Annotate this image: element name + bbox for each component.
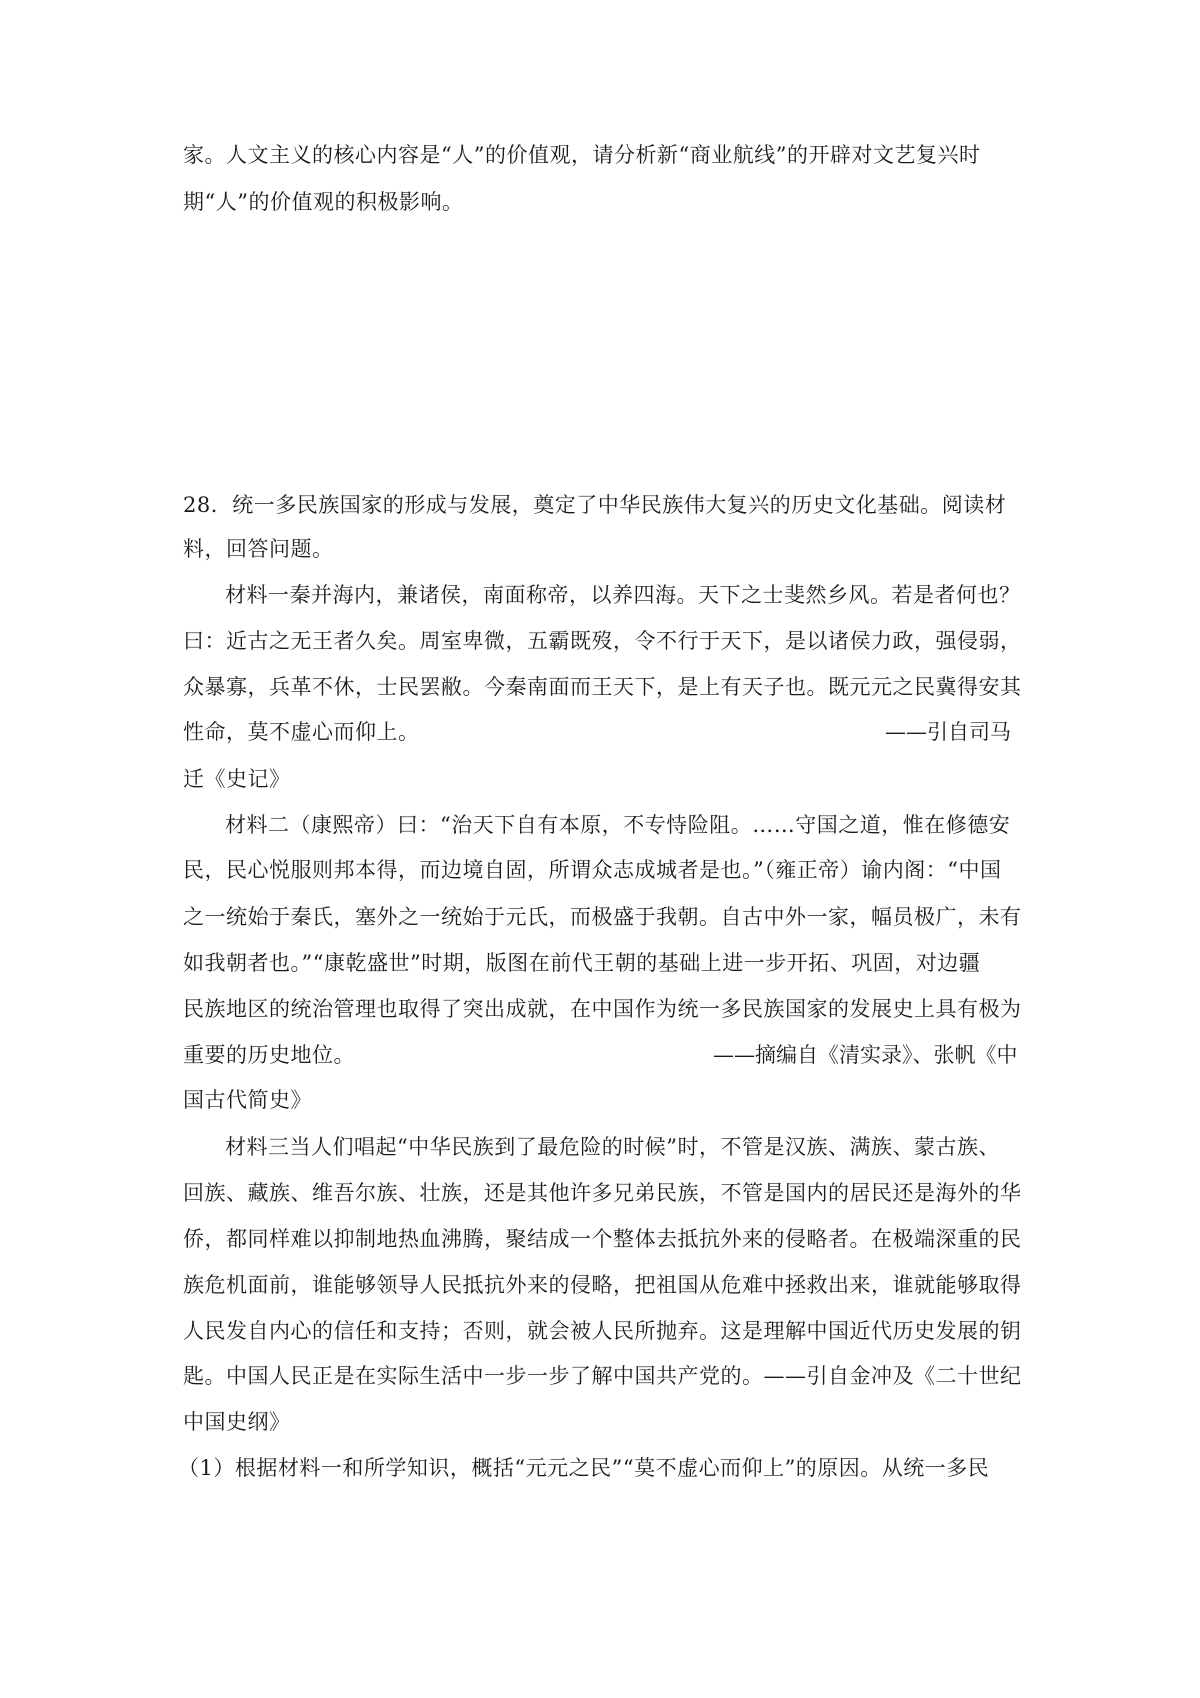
material-3-line-1: 材料三当人们唱起“中华民族到了最危险的时候”时，不管是汉族、满族、蒙古族、 (225, 1135, 1000, 1159)
material-1-line-4: 性命，莫不虚心而仰上。 (183, 720, 420, 744)
material-1-line-1: 材料一秦并海内，兼诸侯，南面称帝，以养四海。天下之士斐然乡风。若是者何也？ (225, 583, 1021, 607)
material-1-source: ——引自司马 (885, 720, 1011, 744)
material-3-line-5: 人民发自内心的信任和支持；否则，就会被人民所抛弃。这是理解中国近代历史发展的钥 (183, 1319, 1022, 1343)
intro-line-2: 期“人”的价值观的积极影响。 (183, 190, 464, 214)
material-2-line-2: 民，民心悦服则邦本得，而边境自固，所谓众志成城者是也。”（雍正帝）谕内阁：“中国 (183, 858, 1002, 882)
material-2-line-1: 材料二（康熙帝）曰：“治天下自有本原，不专恃险阻。……守国之道，惟在修德安 (225, 813, 1011, 837)
intro-line-1: 家。人文主义的核心内容是“人”的价值观，请分析新“商业航线”的开辟对文艺复兴时 (183, 143, 981, 167)
question-28-stem-line-1: 28．统一多民族国家的形成与发展，奠定了中华民族伟大复兴的历史文化基础。阅读材 (183, 493, 1007, 517)
material-3-line-2: 回族、藏族、维吾尔族、壮族，还是其他许多兄弟民族，不管是国内的居民还是海外的华 (183, 1181, 1022, 1205)
material-2-source-continued: 国古代简史》 (183, 1088, 312, 1112)
material-1-line-2: 曰：近古之无王者久矣。周室卑微，五霸既歿，令不行于天下，是以诸侯力政，强侵弱， (183, 629, 1022, 653)
material-2-line-5: 民族地区的统治管理也取得了突出成就，在中国作为统一多民族国家的发展史上具有极为 (183, 997, 1022, 1021)
material-2-line-3: 之一统始于秦氏，塞外之一统始于元氏，而极盛于我朝。自古中外一家，幅员极广，未有 (183, 905, 1022, 929)
material-3-line-6: 匙。中国人民正是在实际生活中一步一步了解中国共产党的。——引自金冲及《二十世纪 (183, 1364, 1022, 1388)
material-2-line-4: 如我朝者也。”“康乾盛世”时期，版图在前代王朝的基础上进一步开拓、巩固，对边疆 (183, 951, 981, 975)
material-2-line-6: 重要的历史地位。 (183, 1043, 355, 1067)
material-1-source-continued: 迁《史记》 (183, 767, 291, 791)
material-3-line-4: 族危机面前，谁能够领导人民抵抗外来的侵略，把祖国从危难中拯救出来，谁就能够取得 (183, 1273, 1022, 1297)
material-2-source: ——摘编自《清实录》、张帆《中 (713, 1043, 1018, 1067)
sub-question-1-line-1: （1）根据材料一和所学知识，概括“元元之民”“莫不虚心而仰上”的原因。从统一多民 (178, 1456, 990, 1480)
material-1-line-3: 众暴寡，兵革不休，士民罢敝。今秦南面而王天下，是上有天子也。既元元之民冀得安其 (183, 675, 1022, 699)
material-3-line-7: 中国史纲》 (183, 1410, 291, 1434)
material-3-line-3: 侨，都同样难以抑制地热血沸腾，聚结成一个整体去抵抗外来的侵略者。在极端深重的民 (183, 1227, 1022, 1251)
question-28-stem-line-2: 料，回答问题。 (183, 537, 334, 561)
